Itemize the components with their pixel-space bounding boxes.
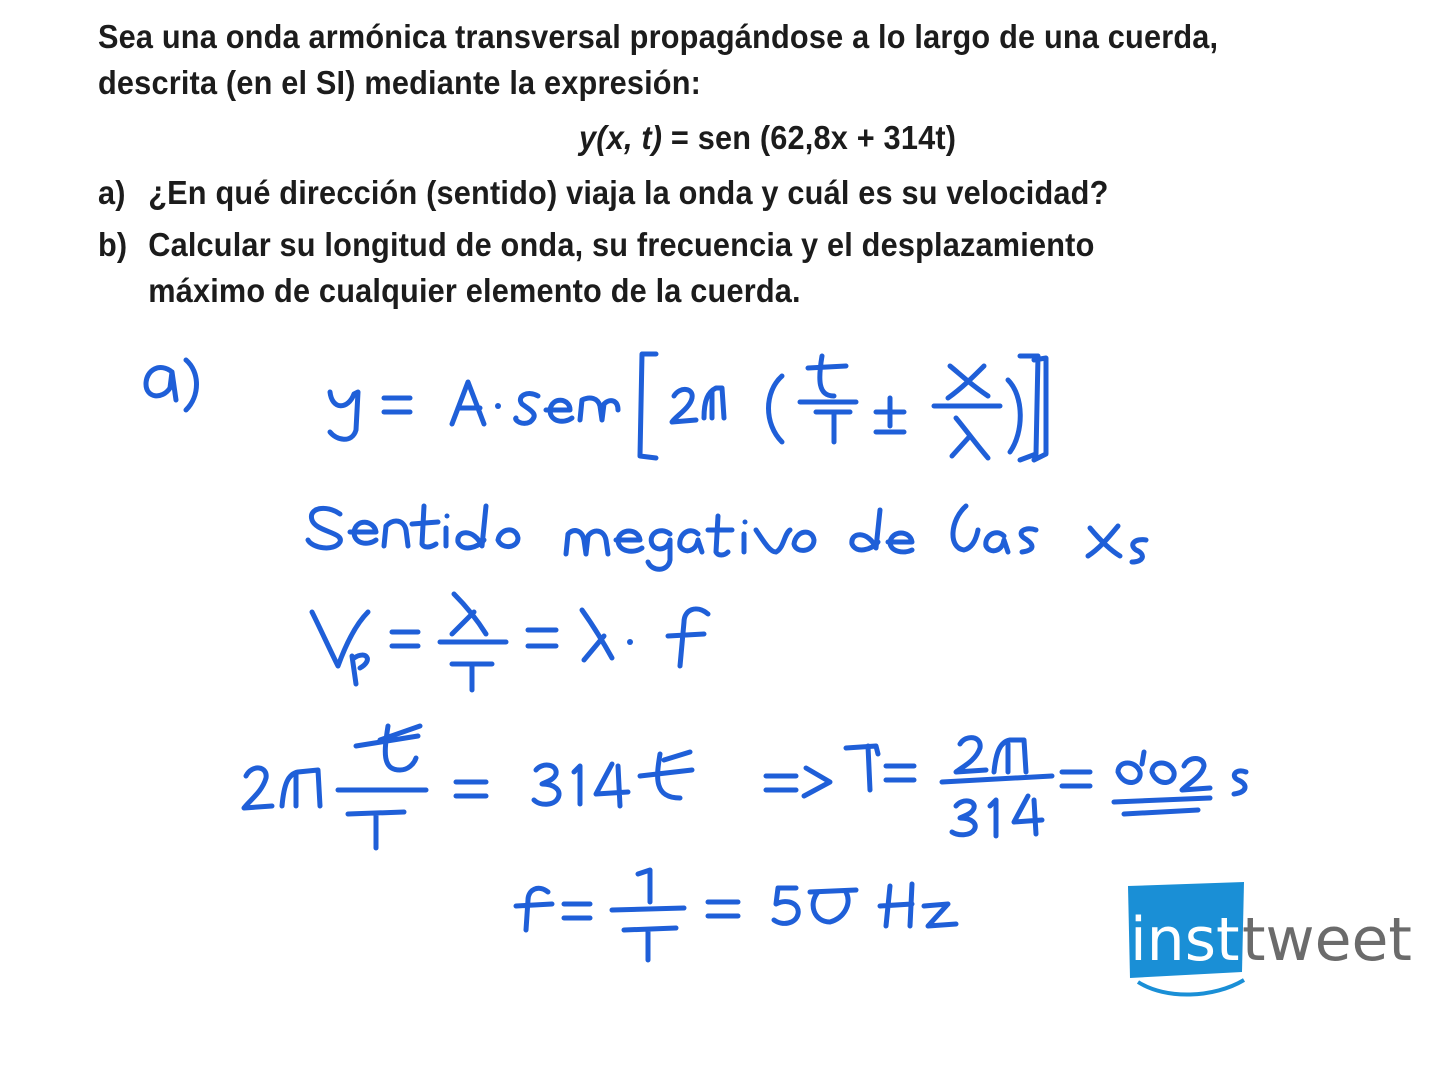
equation-rhs: = sen (62,8x + 314t) [662, 119, 957, 156]
institweet-logo [1126, 880, 1426, 1000]
equation-lhs: y(x, t) [579, 119, 663, 156]
eq1-general-wave [330, 354, 1046, 460]
eq3-period [244, 726, 1246, 848]
intro-line-1: Sea una onda armónica transversal propagándose a lo largo de una cuerda, [98, 18, 1219, 55]
direction-note [308, 506, 1146, 569]
question-b-text-line-1: Calcular su longitud de onda, su frecuencia y el desplazamiento [148, 226, 1095, 263]
question-a-label: a) [98, 174, 126, 211]
eq2-velocity [312, 594, 708, 690]
question-b-text-line-2: máximo de cualquier elemento de la cuerda. [148, 272, 801, 309]
intro-line-2: descrita (en el SI) mediante la expresión: [98, 64, 702, 101]
logo-swoosh-shape [1138, 980, 1244, 995]
question-b-label: b) [98, 226, 128, 263]
logo-text-left: insti [1130, 905, 1257, 975]
logo-text-right: tweet [1242, 905, 1412, 975]
eq4-frequency [516, 870, 956, 960]
part-a-label [146, 360, 197, 410]
question-a-text: ¿En qué dirección (sentido) viaja la onda y cuál es su velocidad? [148, 174, 1109, 211]
